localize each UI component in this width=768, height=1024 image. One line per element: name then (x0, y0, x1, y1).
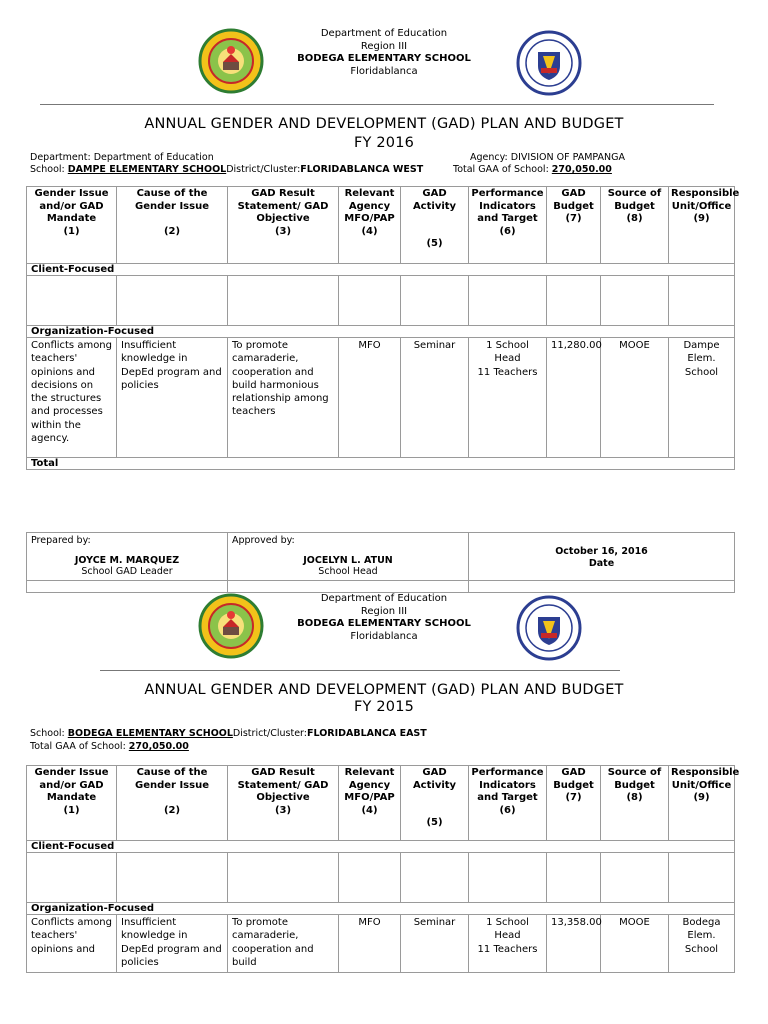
header-divider-1 (40, 104, 714, 105)
header-department: Department of Education (320, 28, 448, 39)
header-region: Region III (360, 605, 408, 617)
col-header-issue: Gender Issue and/or GAD Mandate (1) (27, 187, 117, 264)
cell-activity: Seminar (401, 915, 469, 973)
header-text (234, 28, 534, 78)
table-row (27, 915, 735, 973)
prepared-label: Prepared by: (31, 535, 91, 546)
header-town: Floridablanca (350, 630, 418, 642)
department-value: Department of Education (93, 152, 214, 163)
cell-mfo: MFO (339, 338, 401, 458)
col-header-cause: Cause of the Gender Issue (2) (117, 187, 228, 264)
date-cell (469, 533, 735, 581)
agency-value: DIVISION OF PAMPANGA (510, 152, 625, 163)
col-header-objective: GAD Result Statement/ GAD Objective (3) (228, 187, 339, 264)
total-label: Total (27, 458, 735, 470)
department-label: Department: (30, 152, 91, 163)
table-row-empty (27, 276, 735, 326)
section-label: Client-Focused (27, 841, 735, 853)
header-school: BODEGA ELEMENTARY SCHOOL (297, 53, 471, 64)
district-value: FLORIDABLANCA EAST (306, 728, 427, 739)
prepared-by-cell (27, 533, 228, 581)
cell-office: Dampe Elem. School (669, 338, 735, 458)
col-header-office: Responsible Unit/Office (9) (669, 766, 735, 841)
school-label: School: (30, 728, 65, 739)
approved-position: School Head (318, 566, 378, 577)
signature-table (26, 532, 735, 593)
plan-title-1: ANNUAL GENDER AND DEVELOPMENT (GAD) PLAN AND BUDGET (144, 116, 624, 132)
col-header-activity: GAD Activity (5) (401, 766, 469, 841)
district-label: District/Cluster: (232, 728, 307, 739)
district-value: FLORIDABLANCA WEST (300, 164, 424, 175)
table-row-empty (27, 853, 735, 903)
section-row-org (27, 903, 735, 915)
plan2-gaa (30, 741, 189, 753)
school-value: BODEGA ELEMENTARY SCHOOL (67, 728, 233, 739)
cell-objective: To promote camaraderie, cooperation and build (228, 915, 339, 973)
header-divider-2 (100, 670, 620, 671)
plan2-school-line (30, 728, 427, 740)
plan-fy-2: FY 2015 (353, 699, 415, 715)
school-value: DAMPE ELEMENTARY SCHOOL (67, 164, 227, 175)
cell-objective: To promote camaraderie, cooperation and build harmonious relationship among teachers (228, 338, 339, 458)
col-header-budget: GAD Budget (7) (547, 766, 601, 841)
col-header-mfo: Relevant Agency MFO/PAP (4) (339, 766, 401, 841)
deped-seal-logo (516, 30, 582, 96)
header-text (234, 593, 534, 643)
col-header-budget: GAD Budget (7) (547, 187, 601, 264)
cell-source: MOOE (601, 338, 669, 458)
section-label: Organization-Focused (27, 326, 735, 338)
col-header-issue: Gender Issue and/or GAD Mandate (1) (27, 766, 117, 841)
plan-fy-1: FY 2016 (353, 135, 415, 151)
document-header-1 (0, 28, 768, 98)
col-header-indicators: Performance Indicators and Target (6) (469, 766, 547, 841)
col-header-cause: Cause of the Gender Issue (2) (117, 766, 228, 841)
plan1-agency (470, 152, 625, 164)
gad-plan-table-2 (26, 765, 740, 973)
cell-activity: Seminar (401, 338, 469, 458)
col-header-activity: GAD Activity (5) (401, 187, 469, 264)
district-label: District/Cluster: (226, 164, 301, 175)
gaa-value: 270,050.00 (551, 164, 612, 175)
approved-label: Approved by: (232, 535, 295, 546)
cell-cause: Insufficient knowledge in DepEd program and policies (117, 338, 228, 458)
gaa-label: Total GAA of School: (453, 164, 549, 175)
header-school: BODEGA ELEMENTARY SCHOOL (297, 618, 471, 629)
col-header-source: Source of Budget (8) (601, 187, 669, 264)
document-header-2 (0, 593, 768, 663)
approved-name: JOCELYN L. ATUN (303, 555, 393, 566)
table-header-row (27, 187, 735, 264)
col-header-mfo: Relevant Agency MFO/PAP (4) (339, 187, 401, 264)
table-header-row (27, 766, 735, 841)
sign-date: October 16, 2016 (555, 546, 648, 557)
plan1-gaa (453, 164, 612, 176)
cell-budget: 11,280.00 (547, 338, 601, 458)
section-row-client (27, 841, 735, 853)
cell-mfo: MFO (339, 915, 401, 973)
plan1-department (30, 152, 214, 164)
col-header-objective: GAD Result Statement/ GAD Objective (3) (228, 766, 339, 841)
cell-indicators: 1 School Head 11 Teachers (469, 338, 547, 458)
col-header-source: Source of Budget (8) (601, 766, 669, 841)
deped-seal-logo (516, 595, 582, 661)
agency-label: Agency: (470, 152, 508, 163)
cell-issue: Conflicts among teachers' opinions and decisions on the structures and processes within the agency. (27, 338, 117, 458)
school-label: School: (30, 164, 65, 175)
section-label: Client-Focused (27, 264, 735, 276)
section-label: Organization-Focused (27, 903, 735, 915)
prepared-position: School GAD Leader (81, 566, 173, 577)
date-label: Date (588, 558, 615, 569)
cell-budget: 13,358.00 (547, 915, 601, 973)
header-region: Region III (360, 40, 408, 52)
gaa-label: Total GAA of School: (30, 741, 126, 752)
prepared-name: JOYCE M. MARQUEZ (74, 555, 180, 566)
cell-indicators: 1 School Head 11 Teachers (469, 915, 547, 973)
section-row-org (27, 326, 735, 338)
col-header-indicators: Performance Indicators and Target (6) (469, 187, 547, 264)
section-row-client (27, 264, 735, 276)
gaa-value: 270,050.00 (128, 741, 189, 752)
header-town: Floridablanca (350, 65, 418, 77)
header-department: Department of Education (320, 593, 448, 604)
total-row (27, 458, 735, 470)
cell-cause: Insufficient knowledge in DepEd program and policies (117, 915, 228, 973)
col-header-office: Responsible Unit/Office (9) (669, 187, 735, 264)
cell-office: Bodega Elem. School (669, 915, 735, 973)
plan1-school-line (30, 164, 423, 176)
cell-issue: Conflicts among teachers' opinions and (27, 915, 117, 973)
cell-source: MOOE (601, 915, 669, 973)
approved-by-cell (228, 533, 469, 581)
plan-title-2: ANNUAL GENDER AND DEVELOPMENT (GAD) PLAN AND BUDGET (144, 682, 624, 698)
gad-plan-table-1 (26, 186, 740, 470)
table-row (27, 338, 735, 458)
